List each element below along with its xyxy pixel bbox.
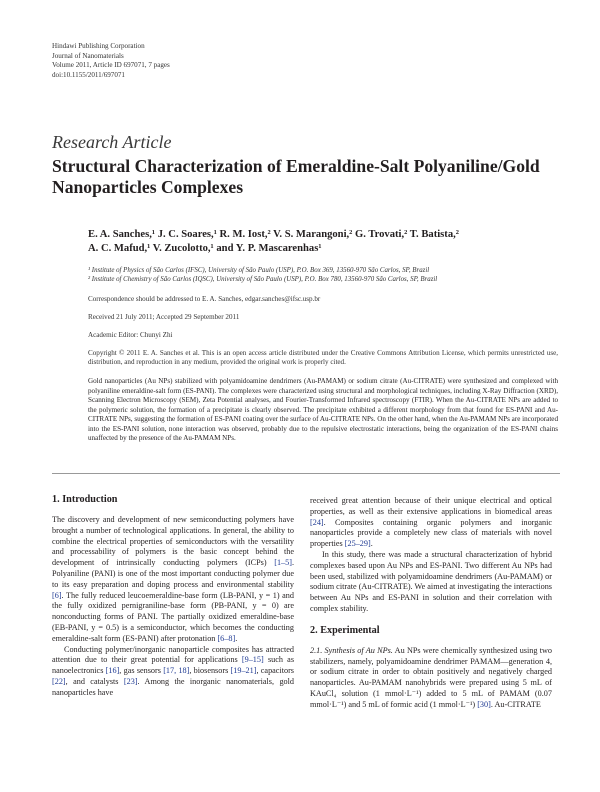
text-run: such as nanoelectronics [52, 655, 295, 676]
citation-link[interactable]: [22] [52, 676, 66, 686]
section-divider [52, 473, 560, 474]
title-line-2: Nanoparticles Complexes [52, 177, 244, 197]
correspondence: Correspondence should be addressed to E. A. Sanches, edgar.sanches@ifsc.usp.br [88, 295, 321, 303]
citation-link[interactable]: [6–8] [217, 633, 236, 643]
text-run: . Polyaniline (PANI) is one of the most important conducting polymer due to its easy preparation and doping process and environmental stability [52, 558, 294, 589]
text-run: Au NPs were chemically synthesized using two stabilizers, namely, polyamidoamine dendrimer PAMAM—generation 4, or sodium citrate in order to obtain positively and negatively charged nanoparticles. Au-PAMAM nanohybrids were prepared using 5 mL of KAuCl₄ solution (1 mmol·L⁻¹) added to 5 mL of PAMAM (0.07 mmol·L⁻¹) and 5 mL of formic acid (1 mmol·L⁻¹) [310, 645, 552, 709]
received-dates: Received 21 July 2011; Accepted 29 September 2011 [88, 313, 240, 321]
right-column [310, 496, 552, 711]
citation-link[interactable]: [30] [477, 699, 491, 709]
doi: doi:10.1155/2011/697071 [52, 70, 125, 79]
text-run: The discovery and development of new semiconducting polymers have brought a number of technological applications. In general, the ability to combine the electrical properties of semiconductors with the versatility and processability of polymers is the basic concept behind the development of intrinsically conducting polymers (ICPs) [52, 515, 294, 568]
left-column [52, 494, 294, 699]
authors-line-2: A. C. Mafud,¹ V. Zucolotto,¹ and Y. P. Mascarenhas¹ [88, 242, 322, 254]
text-run: . [235, 633, 238, 643]
citation-link[interactable]: [24] [310, 517, 324, 527]
paragraph [310, 646, 552, 711]
citation-link[interactable]: [16] [105, 666, 120, 676]
affiliation-1: ¹ Institute of Physics of São Carlos (IFSC), University of São Paulo (USP), P.O. Box 369, 13560-970 São Carlos, SP, Brazil [88, 267, 430, 274]
authors-line-1: E. A. Sanches,¹ J. C. Soares,¹ R. M. Iost,² V. S. Marangoni,² G. Trovati,² T. Batista,² [88, 229, 459, 240]
text-run: . The fully reduced leucoemeraldine-base form (LB-PANI, y = 1) and the fully oxidized pernigraniline-base form (PB-PANI, y = 0) are nonconducting forms of PANI. The partially oxidized emeraldine-base (EB-PANI, y = 0.5) is a semiconductor, which becomes the conducting emeraldine-salt form (ES-PANI) after protonation [52, 590, 294, 643]
paragraph [310, 496, 552, 550]
title-line-1: Structural Characterization of Emeraldine-Salt Polyaniline/Gold [52, 156, 540, 176]
journal-header [52, 42, 170, 80]
spacer [310, 615, 552, 625]
article-type: Research Article [52, 132, 172, 152]
text-run: . Composites containing organic polymers and inorganic nanoparticles provide a completely new class of materials with novel properties [310, 517, 552, 549]
citation-link[interactable]: [25–29] [344, 539, 371, 549]
text-run: , gas sensors [119, 666, 164, 676]
citation-link[interactable]: [19–21] [230, 666, 257, 676]
citation-link[interactable]: [6] [52, 590, 62, 600]
author-list [88, 228, 558, 255]
copyright-notice: Copyright © 2011 E. A. Sanches et al. This is an open access article distributed under the Creative Commons Attribution License, which permits unrestricted use, distribution, and reproduction in any medium, provided the original work is properly cited. [88, 349, 558, 367]
section-heading-introduction: 1. Introduction [52, 494, 118, 505]
text-run: received great attention because of their unique electrical and optical properties, as well as their extensive applications in biomedical areas [310, 496, 552, 516]
paragraph [52, 645, 294, 699]
publisher: Hindawi Publishing Corporation [52, 42, 145, 50]
academic-editor: Academic Editor: Chunyi Zhi [88, 331, 173, 339]
subsection-heading: 2.1. Synthesis of Au NPs. [310, 645, 393, 655]
paragraph [52, 515, 294, 645]
text-run: , capacitors [256, 666, 294, 676]
section-heading-experimental: 2. Experimental [310, 624, 380, 636]
citation-link[interactable]: [23] [123, 676, 138, 686]
text-run: Conducting polymer/inorganic nanoparticle composites has attracted attention due to their great potential for applications [52, 644, 294, 665]
affiliations [88, 266, 558, 284]
text-run: , and catalysts [65, 676, 124, 686]
journal-name: Journal of Nanomaterials [52, 51, 124, 60]
citation-link[interactable]: [17, 18] [163, 666, 190, 676]
citation-link[interactable]: [9–15] [241, 655, 264, 665]
text-run: , biosensors [189, 666, 231, 676]
article-title [52, 156, 562, 198]
paragraph: In this study, there was made a structural characterization of hybrid complexes based upon Au NPs and ES-PANI. Two different Au NPs had been used, stabilized with polyamidoamine dendrimers (Au-PAMAM) or sodium citrate (Au-CITRATE). We aimed at investigating the interactions between Au NPs and ES-PANI in solution and their correlation with complex stability. [310, 549, 552, 613]
citation-link[interactable]: [1–5] [274, 558, 292, 568]
text-run: . Au-CITRATE [490, 699, 541, 709]
volume-info: Volume 2011, Article ID 697071, 7 pages [52, 61, 170, 69]
text-run: . [370, 539, 373, 549]
abstract: Gold nanoparticles (Au NPs) stabilized with polyamidoamine dendrimers (Au-PAMAM) or sodium citrate (Au-CITRATE) were synthesized and complexed with polyaniline emeraldine-salt form (ES-PANI). The complexes were characterized using structural and morphological techniques, including X-Ray Diffraction (XRD), Scanning Electron Microscopy (SEM), Zeta Potential analyses, and Fourier-Transformed Infrared spectroscopy (FTIR). When the Au-CITRATE NPs are added to the polymeric solution, the formation of a precipitate is clearly observed. The precipitate exhibited a different morphology from that found for ES-PANI and Au-CITRATE NPs, suggesting the formation of ES-PANI coating over the surface of Au-CITRATE NPs. On the other hand, when the Au-PAMAM NPs are incorporated into the ES-PANI solution, none interaction was observed, probably due to the repulsive electrostatic interactions, being the organization of the ES-PANI chains unaffected by the presence of the Au-PAMAM NPs. [88, 377, 558, 443]
affiliation-2: ² Institute of Chemistry of São Carlos (IQSC), University of São Paulo (USP), P.O. Box 780, 13560-970 São Carlos, SP, Brazil [88, 276, 438, 284]
text-run: . Among the inorganic nanomaterials, gold nanoparticles have [52, 676, 294, 697]
